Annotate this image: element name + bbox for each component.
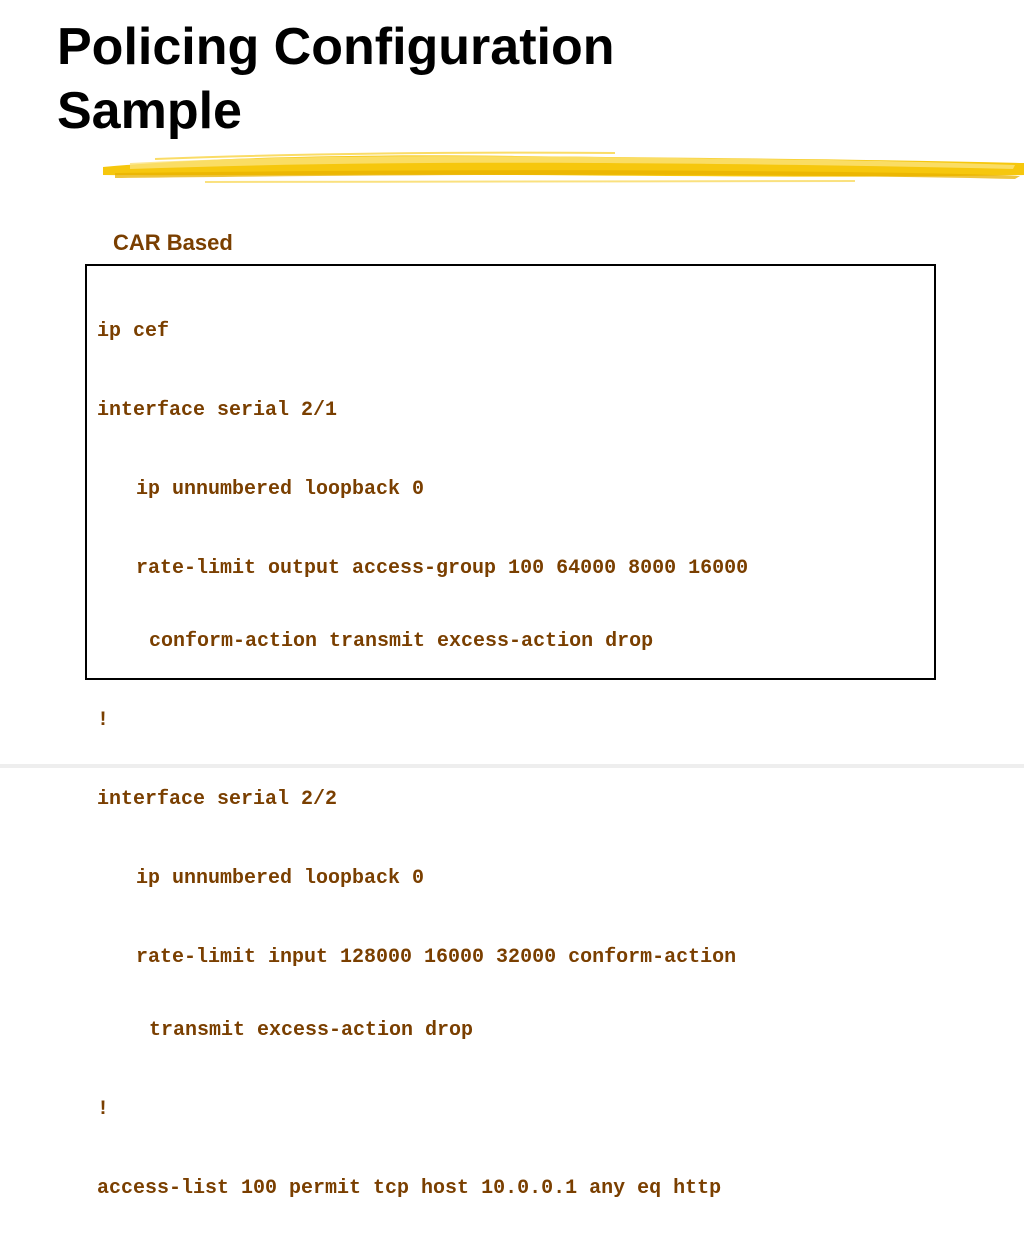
footer-divider <box>0 764 1024 768</box>
code-line: ! <box>97 1098 110 1121</box>
code-line: ! <box>97 709 110 732</box>
code-line: rate-limit input 128000 16000 32000 conform-action <box>136 946 737 969</box>
highlighter-underline <box>95 145 1024 190</box>
code-line: interface serial 2/2 <box>97 788 338 811</box>
slide-title-line-1: Policing Configuration <box>57 18 615 76</box>
section-subtitle: CAR Based <box>113 230 233 255</box>
code-line: ip unnumbered loopback 0 <box>136 867 425 890</box>
code-line: ip cef <box>97 320 170 343</box>
code-line: access-list 100 permit tcp host 10.0.0.1 any eq http <box>97 1177 722 1200</box>
slide-title-line-2: Sample <box>57 82 242 140</box>
code-line: rate-limit output access-group 100 64000 8000 16000 <box>136 557 749 580</box>
code-line-continuation: conform-action transmit excess-action drop <box>149 630 654 653</box>
code-line: interface serial 2/1 <box>97 399 338 422</box>
slide-title <box>57 15 957 143</box>
config-code <box>97 272 748 1254</box>
code-line: ip unnumbered loopback 0 <box>136 478 425 501</box>
code-box <box>85 264 936 1200</box>
code-line-continuation: transmit excess-action drop <box>149 1019 474 1042</box>
